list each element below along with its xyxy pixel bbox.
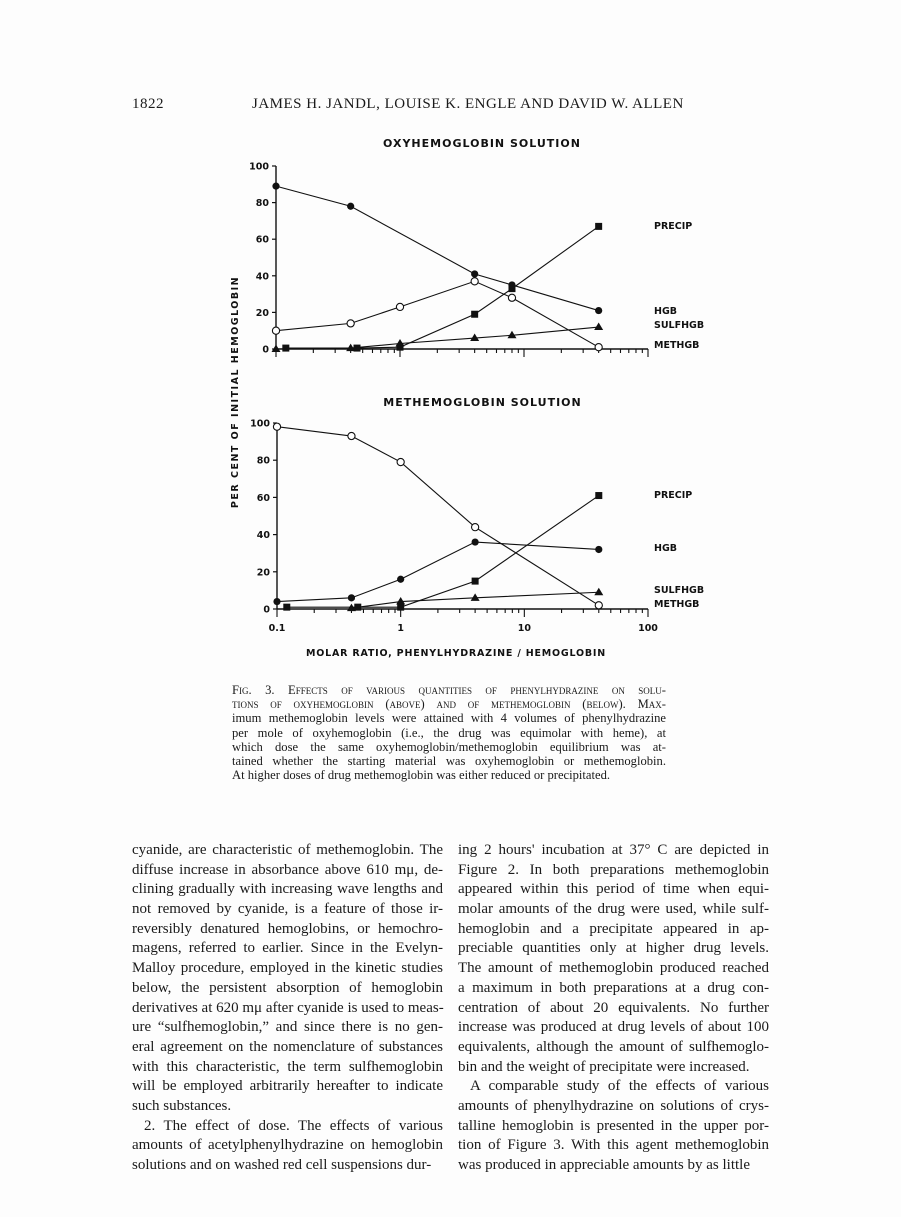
data-point-methgb (472, 524, 479, 531)
body-column-left (132, 841, 443, 1176)
text-line: cyanide, are characteristic of methemoglobin. The (132, 842, 443, 858)
series-label: METHGB (654, 599, 700, 610)
series-label: PRECIP (654, 221, 693, 232)
data-point-precip (471, 311, 478, 318)
data-point-precip (283, 604, 290, 611)
data-point-precip (472, 578, 479, 585)
y-tick-label: 0 (262, 344, 269, 356)
data-point-hgb (273, 598, 280, 605)
series-label: METHGB (654, 340, 700, 351)
y-tick-label: 60 (256, 492, 270, 504)
data-point-sulfhgb (471, 593, 480, 601)
chart-panel-methemoglobin (273, 423, 648, 617)
series-label: SULFHGB (654, 585, 705, 596)
text-line: amounts of phenylhydrazine on solutions of crys- (458, 1097, 769, 1114)
y-tick-label: 40 (255, 271, 269, 283)
data-point-precip (282, 345, 289, 352)
data-point-hgb (272, 183, 279, 190)
series-line-methgb (276, 281, 599, 347)
data-point-hgb (595, 546, 602, 553)
x-tick-label: 100 (638, 623, 658, 634)
text-line: talline hemoglobin is presented in the upper por- (458, 1117, 769, 1134)
text-line: with this characteristic, the term sulfhemoglobin (132, 1058, 443, 1075)
x-axis-label: MOLAR RATIO, PHENYLHYDRAZINE / HEMOGLOBIN (306, 648, 606, 659)
series-line-precip (287, 496, 599, 608)
caption-line: At higher doses of drug methemoglobin was either reduced or precipitated. (232, 768, 611, 783)
text-line: molar amounts of the drug were used, while sulf- (458, 901, 769, 918)
text-line: ure “sulfhemoglobin,” and since there is no gen- (132, 1019, 443, 1036)
text-line: A comparable study of the effects of various (470, 1078, 769, 1095)
data-point-hgb (348, 594, 355, 601)
series-line-precip (286, 226, 599, 348)
data-point-methgb (471, 278, 478, 285)
data-point-methgb (273, 423, 280, 430)
caption-line: per mole of oxyhemoglobin (i.e., the drug was equimolar with heme), at (232, 725, 666, 740)
y-tick-label: 60 (255, 234, 269, 246)
series-line-hgb (277, 542, 599, 602)
series-label: HGB (654, 306, 677, 317)
body-column-right (458, 841, 769, 1176)
text-line: eral agreement on the nomenclature of substances (132, 1038, 443, 1055)
chart-title: OXYHEMOGLOBIN SOLUTION (383, 137, 581, 150)
series-line-hgb (276, 186, 599, 310)
text-line: The amount of methemoglobin produced reached (458, 960, 769, 977)
text-line: amounts of acetylphenylhydrazine on hemoglobin (132, 1137, 443, 1154)
x-tick-label: 0.1 (268, 623, 286, 634)
figure-caption (232, 683, 666, 782)
series-label: PRECIP (654, 490, 693, 501)
data-point-methgb (272, 327, 279, 334)
data-point-hgb (471, 270, 478, 277)
data-point-hgb (595, 307, 602, 314)
text-line: below, the persistent absorption of hemoglobin (132, 979, 443, 996)
text-line: ing 2 hours' incubation at 37° C are depicted in (458, 842, 769, 858)
caption-line: imum methemoglobin levels were attained with 4 volumes of phenylhydrazine (232, 711, 666, 726)
data-point-precip (595, 223, 602, 230)
text-line: clining gradually with increasing wave lengths and (132, 881, 443, 898)
caption-line: which dose the same oxyhemoglobin/methemoglobin equilibrium was at- (232, 739, 666, 754)
text-line: Malloy procedure, employed in the kinetic studies (132, 960, 443, 977)
y-axis-label: PER CENT OF INITIAL HEMOGLOBIN (230, 275, 241, 509)
text-line: Figure 2. In both preparations methemoglobin (458, 861, 769, 878)
data-point-hgb (472, 538, 479, 545)
x-tick-label: 10 (517, 623, 531, 634)
text-line: bin and the weight of precipitate were increased. (458, 1058, 750, 1075)
y-tick-label: 20 (256, 567, 270, 579)
caption-line: Fig. 3. Effects of various quantities of phenylhydrazine on solu- (232, 683, 666, 697)
text-line: such substances. (132, 1097, 232, 1114)
y-tick-label: 40 (256, 530, 270, 542)
text-line: was produced in appreciable amounts by as little (458, 1157, 750, 1173)
y-tick-label: 80 (256, 455, 270, 467)
text-line: tion of Figure 3. With this agent methemoglobin (458, 1137, 769, 1154)
data-point-methgb (595, 344, 602, 351)
data-point-precip (595, 492, 602, 499)
chart-title: METHEMOGLOBIN SOLUTION (383, 396, 582, 409)
text-line: derivatives at 620 mμ after cyanide is used to meas- (132, 999, 444, 1016)
running-header-authors: JAMES H. JANDL, LOUISE K. ENGLE AND DAVID W. ALLEN (252, 96, 684, 112)
text-line: not removed by cyanide, is a feature of those ir- (132, 901, 443, 918)
caption-line: tained whether the starting material was oxyhemoglobin or methemoglobin. (232, 753, 666, 768)
data-point-sulfhgb (272, 345, 281, 353)
y-tick-label: 100 (250, 418, 270, 430)
data-point-methgb (508, 294, 515, 301)
page-number: 1822 (132, 96, 164, 112)
series-label: HGB (654, 543, 677, 554)
text-line: equivalents, although the amount of sulfhemoglo- (458, 1038, 769, 1055)
y-tick-label: 100 (249, 161, 269, 173)
chart-panel-oxyhemoglobin (272, 166, 649, 357)
y-tick-label: 0 (263, 604, 270, 616)
text-line: hemoglobin and a precipitate appeared in ap- (458, 920, 769, 937)
text-line: increase was produced at drug levels of about 100 (458, 1019, 769, 1036)
text-line: centration of about 20 equivalents. No further (458, 999, 769, 1016)
data-point-methgb (396, 303, 403, 310)
text-line: magens, referred to earlier. Since in the Evelyn- (132, 940, 443, 957)
series-line-methgb (277, 427, 599, 606)
text-line: preciable quantities only at higher drug levels. (458, 940, 769, 957)
data-point-hgb (347, 203, 354, 210)
data-point-methgb (348, 432, 355, 439)
text-line: a maximum in both preparations at a drug con- (458, 979, 769, 996)
data-point-hgb (508, 281, 515, 288)
text-line: 2. The effect of dose. The effects of various (144, 1117, 443, 1134)
data-point-methgb (347, 320, 354, 327)
caption-line: tions of oxyhemoglobin (above) and of methemoglobin (below). Max- (232, 697, 666, 712)
data-point-sulfhgb (594, 588, 603, 596)
text-line: reversibly denatured hemoglobins, or hemochro- (132, 920, 443, 937)
y-tick-label: 20 (255, 307, 269, 319)
data-point-hgb (397, 576, 404, 583)
text-line: diffuse increase in absorbance above 610 mμ, de- (132, 861, 443, 878)
y-tick-label: 80 (255, 198, 269, 210)
data-point-methgb (595, 602, 602, 609)
text-line: solutions and on washed red cell suspensions dur- (132, 1157, 432, 1173)
text-line: appeared within this period of time when equi- (458, 881, 769, 898)
x-tick-label: 1 (397, 623, 404, 634)
data-point-sulfhgb (396, 597, 405, 605)
series-label: SULFHGB (654, 320, 705, 331)
text-line: will be employed arbitrarily hereafter to indicate (132, 1078, 443, 1095)
data-point-precip (397, 604, 404, 611)
data-point-methgb (397, 458, 404, 465)
data-point-sulfhgb (594, 323, 603, 331)
